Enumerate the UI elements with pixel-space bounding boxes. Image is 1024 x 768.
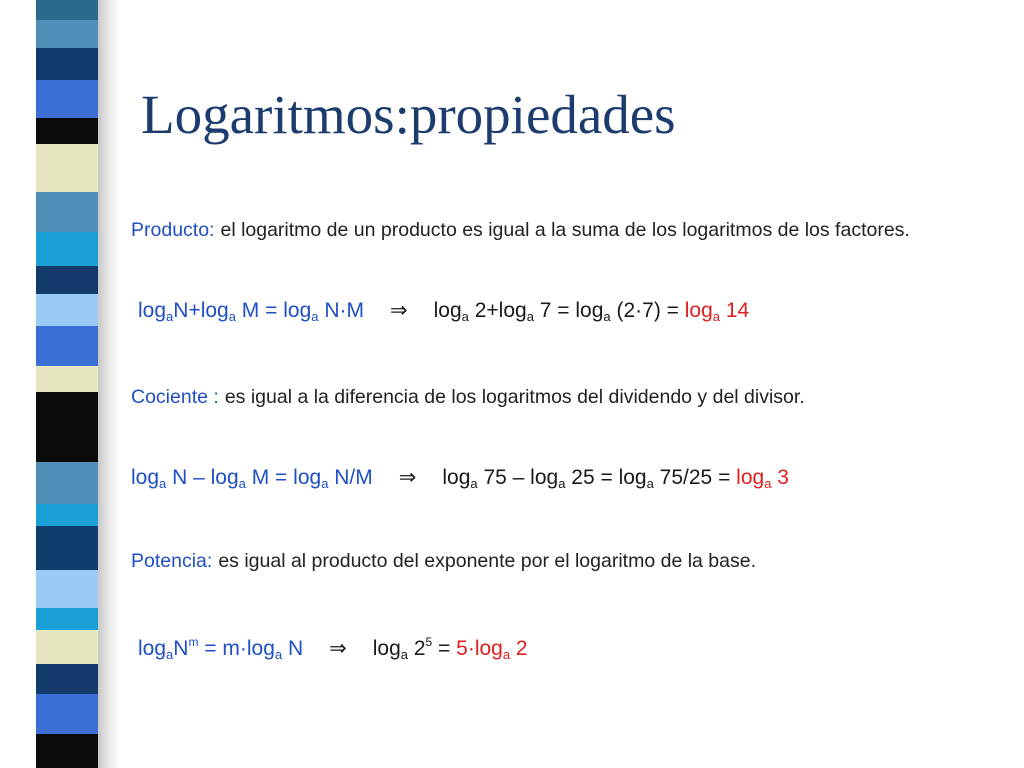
cociente-label: Cociente : <box>131 386 219 408</box>
implies-arrow: ⇒ <box>398 466 417 489</box>
implies-arrow: ⇒ <box>329 637 347 660</box>
producto-result: $\log_a 14$ <box>684 299 750 324</box>
producto-formula <box>138 296 749 332</box>
stripe-band <box>36 118 98 144</box>
stripe-band <box>36 630 98 664</box>
potencia-result: $5\cdot\log_a$ 2 <box>456 637 528 662</box>
potencia-formula <box>138 627 528 670</box>
producto-label: Producto: <box>131 219 215 241</box>
stripe-band <box>36 504 98 526</box>
stripe-band <box>36 144 98 192</box>
stripe-band <box>36 570 98 608</box>
producto-rule: $\log_aN+\log_a$ $M = \log_a N\cdot M$ <box>138 299 364 324</box>
stripe-band <box>36 734 98 768</box>
stripe-band <box>36 462 98 504</box>
potencia-text: es igual al producto del exponente por el logaritmo de la base. <box>218 550 757 572</box>
stripe-shadow <box>98 0 120 768</box>
stripe-band <box>36 0 98 20</box>
cociente-result: $\log_a 3$ <box>736 466 789 491</box>
stripe-band <box>36 326 98 366</box>
cociente-formula <box>131 463 789 499</box>
stripe-band <box>36 694 98 734</box>
stripe-band <box>36 48 98 80</box>
stripe-band <box>36 232 98 266</box>
cociente-text: es igual a la diferencia de los logaritmos del dividendo y del divisor. <box>224 386 805 408</box>
decorative-stripe-bar <box>36 0 98 768</box>
stripe-band <box>36 664 98 694</box>
potencia-definition <box>131 548 756 574</box>
cociente-rule: $\log_a N - \log_a M = \log_a N/M$ <box>131 466 373 491</box>
stripe-band <box>36 80 98 118</box>
slide-title: Logaritmos:propiedades <box>141 84 676 145</box>
stripe-band <box>36 266 98 294</box>
stripe-band <box>36 366 98 392</box>
potencia-label: Potencia: <box>131 550 213 572</box>
stripe-band <box>36 608 98 630</box>
cociente-definition <box>131 384 805 410</box>
stripe-band <box>36 392 98 462</box>
stripe-band <box>36 526 98 570</box>
stripe-band <box>36 20 98 48</box>
producto-definition <box>131 217 910 243</box>
implies-arrow: ⇒ <box>390 299 408 322</box>
potencia-example: $\log_a 2^5$ = <box>372 635 457 662</box>
potencia-rule: $\log_aN^m = m\cdot\log_a$ N <box>138 635 304 662</box>
producto-text: el logaritmo de un producto es igual a la suma de los logaritmos de los factores. <box>220 219 910 241</box>
cociente-example: $\log_a 75 - \log_a 25 = \log_a 75/25$ = <box>442 466 737 491</box>
stripe-band <box>36 192 98 232</box>
stripe-band <box>36 294 98 326</box>
producto-example: $\log_a 2+\log_a$ $7 = \log_a (2\cdot 7)$ = <box>433 299 685 324</box>
